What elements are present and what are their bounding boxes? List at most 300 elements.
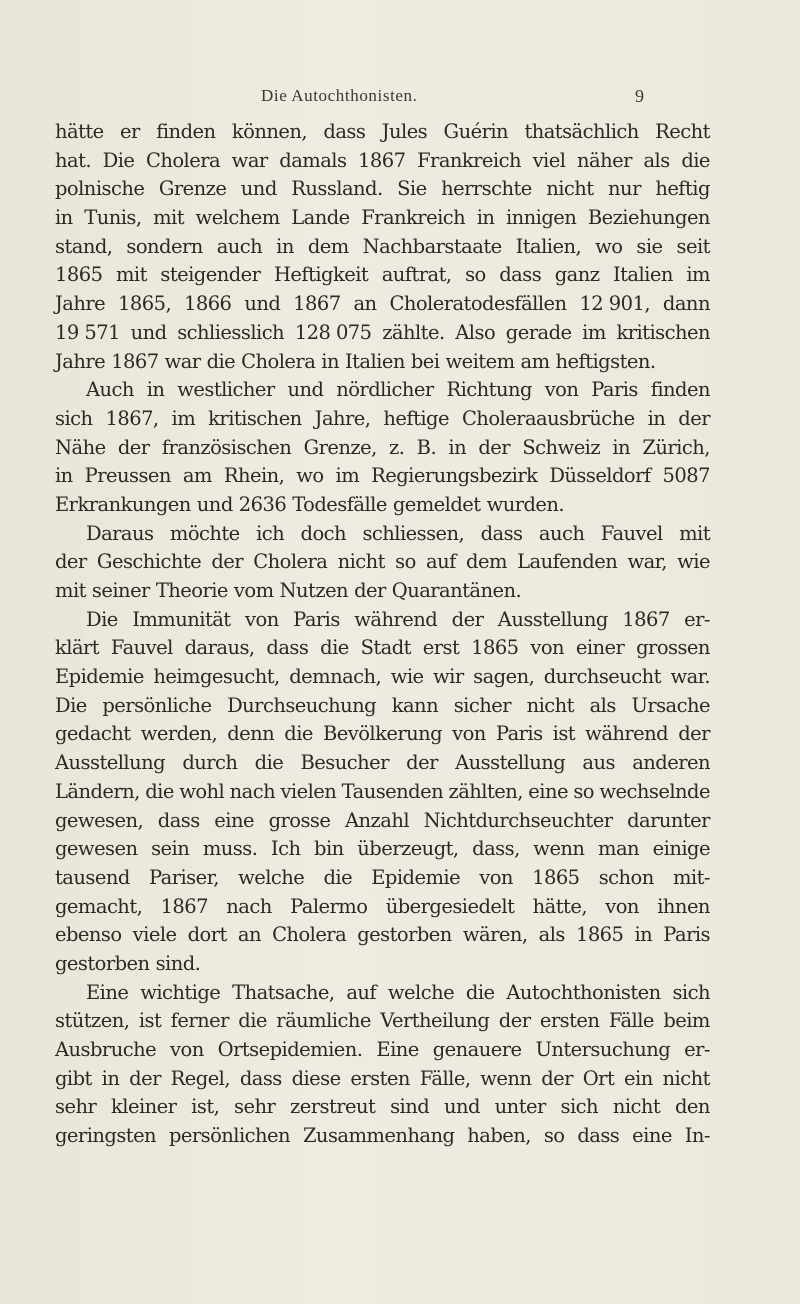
word: 1867 (622, 607, 670, 631)
word: der (678, 406, 710, 430)
word: dass (157, 808, 200, 832)
word: Jahre, (314, 406, 371, 430)
word: doch (300, 521, 347, 545)
word: Italien, (515, 234, 582, 258)
word: wie (390, 665, 424, 689)
body-text (55, 118, 710, 1151)
word: in (647, 406, 666, 430)
word: so (573, 779, 594, 803)
word: im (582, 320, 606, 344)
word: Theorie (155, 579, 228, 602)
word: wo (296, 464, 324, 488)
word: seiner (91, 579, 150, 602)
word: Vertheilung (380, 1009, 490, 1033)
word: Ort (582, 1066, 615, 1090)
word: wechselnde (599, 779, 710, 803)
word: nicht (546, 177, 594, 201)
word: Düsseldorf (549, 464, 651, 488)
word: Nähe (55, 435, 106, 459)
word: von (530, 636, 565, 660)
word: so (543, 1124, 565, 1148)
running-title: Die Autochthonisten. (261, 86, 418, 105)
word: geringsten (55, 1124, 157, 1148)
word: und (196, 492, 233, 516)
text-line (55, 462, 710, 491)
word: Immunität (132, 607, 231, 631)
text-line (55, 204, 710, 233)
word: haben, (467, 1124, 531, 1148)
word: als (643, 148, 670, 172)
word: von (170, 1038, 204, 1061)
word: Palermo (290, 894, 368, 918)
word: sehr (234, 1095, 276, 1119)
word: französischen (161, 435, 292, 459)
text-line (55, 577, 710, 606)
word: sind. (155, 951, 201, 975)
word: der (541, 1066, 573, 1090)
word: Ursache (631, 693, 710, 717)
word: der (451, 607, 484, 631)
word: nach (229, 779, 276, 803)
word: Frankreich (417, 148, 521, 172)
word: ihnen (657, 894, 710, 918)
word: auf (346, 980, 377, 1004)
word: genauere (432, 1038, 522, 1061)
word: Fälle (608, 1009, 654, 1033)
word: Epidemie (55, 665, 144, 689)
word: ist (552, 722, 576, 746)
word: nördlicher (336, 378, 434, 402)
word: dass (480, 521, 523, 545)
word: näher (577, 148, 632, 172)
word: er (120, 120, 140, 143)
word: wurden. (486, 492, 565, 516)
word: welche (387, 980, 455, 1004)
word: dass, (472, 837, 520, 861)
word: Nachbarstaate (362, 234, 502, 258)
word: in (146, 378, 165, 402)
word: Choleratodesfällen (389, 292, 567, 316)
text-line (55, 1122, 710, 1151)
word: die (320, 636, 349, 660)
word: der (498, 1009, 531, 1033)
word: ebenso (55, 923, 122, 947)
word: Ausbruche (55, 1038, 157, 1061)
word: sich (672, 980, 710, 1004)
word: die (323, 865, 353, 889)
word: welche (238, 865, 305, 889)
word: persönliche (102, 693, 212, 717)
word: dass (577, 1124, 620, 1148)
word: B. (416, 435, 437, 459)
text-line (55, 950, 710, 979)
word: in (448, 435, 467, 459)
word: diese (291, 1066, 341, 1090)
word: und (244, 292, 281, 316)
word: Die (55, 693, 87, 717)
word: kann (391, 693, 439, 717)
word: Schweiz (522, 435, 601, 459)
word: 1865 (532, 865, 580, 889)
word: beim (663, 1009, 710, 1033)
word: Autochthonisten (506, 980, 661, 1004)
word: überzeugt, (357, 837, 459, 861)
word: Zürich, (642, 435, 710, 459)
word: 2636 (238, 492, 287, 516)
word: 1867 (293, 292, 341, 316)
word: Fauvel (600, 521, 663, 545)
word: der (478, 435, 511, 459)
word: sich (55, 406, 93, 430)
word: 1866 (183, 292, 232, 316)
word: Grenze (158, 177, 227, 201)
word: dann (662, 292, 710, 316)
word: Erkrankungen (55, 492, 191, 516)
word: auch (538, 521, 585, 545)
word: demnach, (289, 665, 382, 689)
word: der (354, 579, 386, 602)
word: als (538, 923, 565, 947)
word: unter (494, 1095, 546, 1119)
word: 12 901, (579, 292, 651, 316)
text-line (55, 405, 710, 434)
word: 1865 (55, 263, 103, 287)
word: bin (314, 837, 344, 861)
word: Besucher (300, 751, 389, 775)
word: während (585, 722, 669, 746)
word: gewesen, (55, 808, 144, 832)
word: die (206, 349, 236, 373)
word: Richtung (446, 378, 532, 402)
text-line (55, 720, 710, 749)
word: der (678, 722, 710, 746)
word: war, (627, 550, 667, 574)
word: Choleraausbrüche (461, 406, 635, 430)
word: möchte (169, 521, 240, 545)
word: persönlichen (168, 1124, 291, 1148)
word: 5087 (662, 464, 710, 488)
word: 1865, (118, 292, 172, 316)
text-line (55, 749, 710, 778)
word: wo (595, 234, 623, 258)
word: räumliche (276, 1009, 371, 1033)
word: durch (182, 751, 238, 775)
word: die (145, 779, 174, 803)
word: Laufenden (517, 550, 618, 574)
word: eine (214, 808, 254, 832)
word: Ortsepidemien. (217, 1038, 363, 1061)
word: der (55, 550, 87, 574)
word: Guérin (443, 120, 509, 143)
text-line (55, 491, 710, 520)
word: dass (323, 120, 366, 143)
word: damals (279, 148, 347, 172)
word: viele (132, 923, 177, 947)
word: dem (466, 550, 507, 574)
text-line (55, 663, 710, 692)
word: durchseucht (543, 665, 661, 689)
word: in (55, 464, 73, 488)
word: während (354, 607, 438, 631)
word: Ich (270, 837, 301, 861)
word: kritischen (208, 406, 302, 430)
word: von (452, 722, 486, 746)
word: Rhein, (223, 464, 285, 488)
text-line (55, 175, 710, 204)
word: 1867 (358, 148, 406, 172)
word: Durchseuchung (227, 693, 377, 717)
word: mit (115, 263, 147, 287)
word: eine (632, 1124, 672, 1148)
word: von (479, 865, 513, 889)
text-line (55, 1036, 710, 1065)
word: wichtige (140, 980, 221, 1004)
word: viel (532, 148, 566, 172)
text-line (55, 634, 710, 663)
word: am (182, 464, 212, 488)
word: dort (187, 923, 227, 947)
text-line (55, 434, 710, 463)
word: darunter (627, 808, 710, 832)
word: gerade (505, 320, 572, 344)
text-line (55, 319, 710, 348)
word: Italien (612, 263, 673, 287)
word: sich (560, 1095, 599, 1119)
word: wären, (462, 923, 528, 947)
word: war (231, 148, 268, 172)
word: der (211, 550, 244, 574)
word: gemacht, (55, 894, 143, 918)
word: polnische (55, 177, 145, 201)
word: in (101, 1066, 120, 1090)
word: hätte (55, 120, 104, 143)
word: wir (433, 665, 464, 689)
word: ich (256, 521, 285, 545)
word: Epidemie (371, 865, 461, 889)
word: hätte, (532, 894, 587, 918)
word: Beziehungen (587, 206, 710, 230)
word: Cholera (253, 550, 328, 574)
word: schon (598, 865, 654, 889)
word: als (589, 693, 616, 717)
word: in (276, 234, 294, 258)
word: und (240, 177, 277, 201)
word: Paris (591, 378, 638, 402)
word: auf (426, 550, 456, 574)
word: Fälle, (419, 1066, 471, 1090)
word: wenn (533, 837, 585, 861)
word: erst (422, 636, 460, 660)
word: Regierungsbezirk (371, 464, 538, 488)
text-line (55, 290, 710, 319)
text-line (55, 348, 710, 377)
word: schliesslich (177, 320, 285, 344)
word: zählten, (448, 779, 523, 803)
word: 1865 (471, 636, 519, 660)
word: Regel, (170, 1066, 231, 1090)
word: sie (636, 234, 663, 258)
word: die (254, 751, 284, 775)
text-line (55, 376, 710, 405)
word: gewesen (55, 837, 138, 861)
word: Ausstellung (455, 751, 566, 775)
word: Jahre (55, 349, 106, 373)
word: finden (156, 120, 216, 143)
word: die (681, 148, 710, 172)
word: sicher (453, 693, 511, 717)
word: 19 571 (55, 320, 120, 344)
word: auch (216, 234, 263, 258)
word: klärt (55, 636, 100, 660)
word: war (164, 349, 201, 373)
text-line (55, 1065, 710, 1094)
text-line (55, 921, 710, 950)
text-line (55, 1093, 710, 1122)
word: von (245, 607, 279, 631)
word: Nutzen (279, 579, 349, 602)
word: gestorben (357, 923, 452, 947)
word: ersten (539, 1009, 600, 1033)
word: am (520, 349, 550, 373)
text-line (55, 864, 710, 893)
word: Die (86, 607, 118, 631)
word: einer (575, 636, 625, 660)
word: war. (670, 665, 710, 689)
word: sagen, (473, 665, 535, 689)
word: in (321, 349, 339, 373)
word: der (129, 1066, 161, 1090)
word: mit (55, 579, 86, 602)
word: nur (608, 177, 641, 201)
word: ersten (350, 1066, 410, 1090)
word: herrschte (441, 177, 532, 201)
word: sind (390, 1095, 430, 1119)
word: sondern (126, 234, 203, 258)
word: mit (679, 521, 710, 545)
word: dass (499, 263, 542, 287)
word: und (130, 320, 167, 344)
word: er- (684, 607, 710, 631)
word: Tunis, (84, 206, 142, 230)
text-line (55, 893, 710, 922)
text-line (55, 233, 710, 262)
word: muss. (202, 837, 258, 861)
word: Grenze, (303, 435, 377, 459)
word: Cholera (272, 923, 347, 947)
word: Untersuchung (535, 1038, 671, 1061)
word: 1867 (160, 894, 208, 918)
word: Die (102, 148, 135, 172)
word: daraus, (184, 636, 255, 660)
word: grossen (636, 636, 710, 660)
word: Eine (86, 980, 129, 1004)
word: westlicher (177, 378, 275, 402)
text-line (55, 548, 710, 577)
word: Todesfälle (292, 492, 387, 516)
word: ist (138, 1009, 162, 1033)
word: Russland. (291, 177, 383, 201)
word: die (284, 722, 313, 746)
word: in (55, 206, 73, 230)
word: heftig (655, 177, 710, 201)
word: kleiner (111, 1095, 177, 1119)
word: Zusammenhang (302, 1124, 455, 1148)
word: Ausstellung (497, 607, 608, 631)
word: werden, (140, 722, 218, 746)
word: zählte. (382, 320, 445, 344)
word: nach (226, 894, 272, 918)
word: Jahre (55, 292, 106, 316)
word: Anzahl (344, 808, 410, 832)
text-line (55, 118, 710, 147)
word: im (171, 406, 196, 430)
word: seit (676, 234, 710, 258)
text-line (55, 692, 710, 721)
word: Tausenden (341, 779, 444, 803)
word: Italien (344, 349, 405, 373)
word: nicht (526, 693, 574, 717)
word: bei (410, 349, 440, 373)
word: Fauvel (110, 636, 173, 660)
word: der (406, 751, 438, 775)
word: in (634, 923, 653, 947)
word: steigender (160, 263, 261, 287)
word: nicht (337, 550, 385, 574)
word: gedacht (55, 722, 131, 746)
text-line (55, 520, 710, 549)
word: heftige (383, 406, 449, 430)
word: 1865 (575, 923, 624, 947)
word: ein (624, 1066, 653, 1090)
word: tausend (55, 865, 130, 889)
word: ganz (554, 263, 600, 287)
word: Eine (376, 1038, 419, 1061)
word: Also (455, 320, 496, 344)
word: der (117, 435, 150, 459)
word: einige (652, 837, 710, 861)
word: Lande (291, 206, 350, 230)
word: welchem (195, 206, 280, 230)
text-line (55, 979, 710, 1008)
word: Geschichte (96, 550, 202, 574)
word: übergesiedelt (385, 894, 515, 918)
text-line (55, 807, 710, 836)
text-line (55, 147, 710, 176)
word: mit (153, 206, 184, 230)
word: an (353, 292, 377, 316)
word: finden (650, 378, 710, 402)
word: und (287, 378, 324, 402)
word: Sie (397, 177, 427, 201)
page-header (0, 86, 800, 110)
text-line (55, 778, 710, 807)
word: Thatsache, (232, 980, 335, 1004)
word: denn (227, 722, 275, 746)
word: hat. (55, 148, 92, 172)
word: in (612, 435, 631, 459)
word: stand, (55, 234, 113, 258)
word: Ausstellung (55, 751, 166, 775)
word: wie (677, 550, 710, 574)
word: Recht (655, 120, 710, 143)
word: den (674, 1095, 710, 1119)
text-line (55, 606, 710, 635)
word: anderen (632, 751, 710, 775)
word: im (335, 464, 360, 488)
word: 1867, (105, 406, 159, 430)
word: z. (389, 435, 405, 459)
word: Cholera (241, 349, 316, 373)
